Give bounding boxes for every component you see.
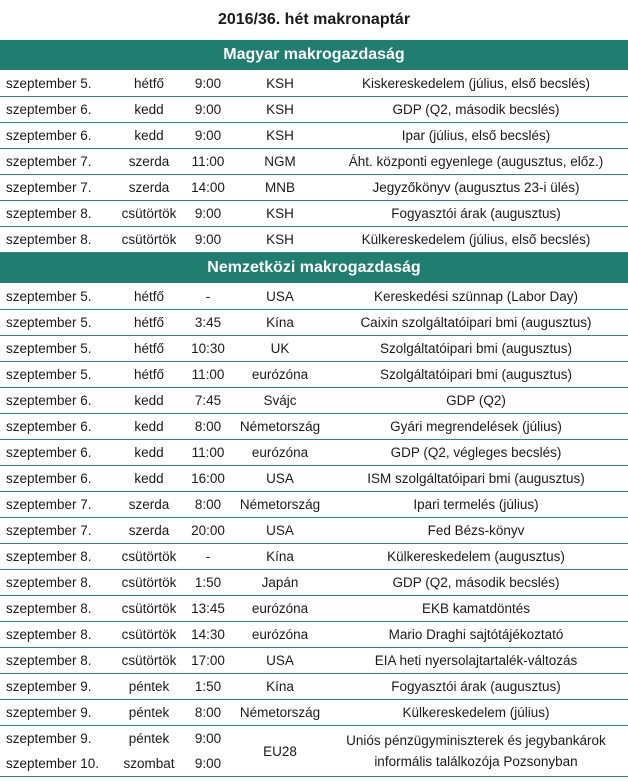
time-cell: 9:00 [180, 71, 236, 97]
date-cell: szeptember 6. [0, 414, 118, 440]
event-cell: Szolgáltatóipari bmi (augusztus) [324, 362, 628, 388]
date-cell: szeptember 6. [0, 123, 118, 149]
event-cell: Fed Bézs-könyv [324, 518, 628, 544]
source-cell: Németország [236, 700, 324, 726]
table-row [0, 466, 628, 492]
time-cell: 8:00 [180, 492, 236, 518]
source-cell: KSH [236, 227, 324, 253]
time-cell: 11:00 [180, 362, 236, 388]
table-row [0, 570, 628, 596]
source-cell: eurózóna [236, 362, 324, 388]
date-cell: szeptember 7. [0, 175, 118, 201]
day-cell: szerda [118, 175, 180, 201]
event-cell: Ipar (július, első becslés) [324, 123, 628, 149]
event-cell: Szolgáltatóipari bmi (augusztus) [324, 336, 628, 362]
event-cell: Fogyasztói árak (augusztus) [324, 674, 628, 700]
day-cell: hétfő [118, 284, 180, 310]
table-row [0, 123, 628, 149]
table-row [0, 97, 628, 123]
day-cell: hétfő [118, 336, 180, 362]
date-cell: szeptember 6. [0, 97, 118, 123]
day-cell: csütörtök [118, 570, 180, 596]
table-row [0, 71, 628, 97]
date-cell: szeptember 6. [0, 440, 118, 466]
source-cell: Kína [236, 674, 324, 700]
source-cell: USA [236, 466, 324, 492]
date-cell: szeptember 8. [0, 622, 118, 648]
source-cell: NGM [236, 149, 324, 175]
date-cell: szeptember 8. [0, 570, 118, 596]
date-cell: szeptember 5. [0, 71, 118, 97]
source-cell: Svájc [236, 388, 324, 414]
day-cell: szerda [118, 518, 180, 544]
table-row [0, 362, 628, 388]
day-cell: péntek [118, 700, 180, 726]
event-cell: Kiskereskedelem (július, első becslés) [324, 71, 628, 97]
day-cell: csütörtök [118, 596, 180, 622]
day-cell: szerda [118, 492, 180, 518]
time-cell: 8:00 [180, 700, 236, 726]
date-cell: szeptember 8. [0, 596, 118, 622]
date-cell: szeptember 8. [0, 544, 118, 570]
table-row [0, 175, 628, 201]
day-cell: kedd [118, 466, 180, 492]
event-cell: Külkereskedelem (július, első becslés) [324, 227, 628, 253]
event-cell: ISM szolgáltatóipari bmi (augusztus) [324, 466, 628, 492]
day-cell: kedd [118, 123, 180, 149]
event-cell: Kereskedési szünnap (Labor Day) [324, 284, 628, 310]
calendar-table [0, 71, 628, 253]
table-row [0, 310, 628, 336]
day-cell: péntek [128, 731, 170, 746]
time-cell: - [180, 284, 236, 310]
table-row [0, 518, 628, 544]
day-cell: kedd [118, 388, 180, 414]
time-cell: 11:00 [180, 149, 236, 175]
day-cell: szombat [118, 751, 180, 777]
time-cell: 1:50 [180, 570, 236, 596]
day-cell: kedd [118, 97, 180, 123]
event-cell: Ipari termelés (július) [324, 492, 628, 518]
table-row [0, 674, 628, 700]
source-cell: KSH [236, 71, 324, 97]
day-cell: szerda [118, 149, 180, 175]
date-cell: szeptember 10. [0, 751, 118, 777]
time-cell: 3:45 [180, 310, 236, 336]
table-row [0, 284, 628, 310]
event-cell: Áht. központi egyenlege (augusztus, előz.) [324, 149, 628, 175]
time-cell: - [180, 544, 236, 570]
day-cell: csütörtök [118, 544, 180, 570]
section-heading: Nemzetközi makrogazdaság [0, 253, 628, 284]
time-cell: 11:00 [180, 440, 236, 466]
time-cell: 9:00 [180, 227, 236, 253]
time-cell: 9:00 [180, 201, 236, 227]
source-cell: USA [236, 648, 324, 674]
date-cell: szeptember 8. [0, 201, 118, 227]
time-cell: 8:00 [180, 414, 236, 440]
day-cell: hétfő [118, 310, 180, 336]
source-cell: Németország [236, 414, 324, 440]
table-row [0, 440, 628, 466]
table-row [0, 336, 628, 362]
day-cell: csütörtök [118, 227, 180, 253]
source-cell: KSH [236, 97, 324, 123]
source-cell: UK [236, 336, 324, 362]
time-cell: 10:30 [180, 336, 236, 362]
event-cell: Fogyasztói árak (augusztus) [324, 201, 628, 227]
date-cell: szeptember 5. [0, 336, 118, 362]
day-cell: hétfő [118, 362, 180, 388]
time-cell: 7:45 [180, 388, 236, 414]
event-cell: Jegyzőkönyv (augusztus 23-i ülés) [324, 175, 628, 201]
source-cell: Kína [236, 544, 324, 570]
table-row [0, 149, 628, 175]
table-row [0, 726, 628, 752]
table-row [0, 544, 628, 570]
source-cell: eurózóna [236, 596, 324, 622]
date-cell: szeptember 7. [0, 149, 118, 175]
day-cell: hétfő [118, 71, 180, 97]
date-cell: szeptember 5. [0, 310, 118, 336]
event-cell: Caixin szolgáltatóipari bmi (augusztus) [324, 310, 628, 336]
source-cell: EU28 [236, 726, 324, 777]
source-cell: eurózóna [236, 440, 324, 466]
page-title: 2016/36. hét makronaptár [217, 11, 411, 28]
source-cell: USA [236, 518, 324, 544]
date-cell: szeptember 7. [0, 492, 118, 518]
source-cell: eurózóna [236, 622, 324, 648]
date-cell: szeptember 9. [6, 731, 92, 746]
event-cell: Uniós pénzügyminiszterek és jegybankárok informális találkozója Pozsonyban [324, 726, 628, 777]
time-cell: 9:00 [194, 731, 222, 746]
event-cell: EKB kamatdöntés [324, 596, 628, 622]
table-row [0, 700, 628, 726]
event-cell: Gyári megrendelések (július) [324, 414, 628, 440]
date-cell: szeptember 9. [0, 700, 118, 726]
source-cell: MNB [236, 175, 324, 201]
time-cell: 9:00 [180, 97, 236, 123]
date-cell: szeptember 9. [0, 674, 118, 700]
event-cell: GDP (Q2) [324, 388, 628, 414]
table-row [0, 492, 628, 518]
table-row [0, 414, 628, 440]
table-row [0, 201, 628, 227]
time-cell: 1:50 [180, 674, 236, 700]
date-cell: szeptember 6. [0, 466, 118, 492]
date-cell: szeptember 5. [0, 362, 118, 388]
source-cell: Kína [236, 310, 324, 336]
date-cell: szeptember 8. [0, 227, 118, 253]
date-cell: szeptember 7. [0, 518, 118, 544]
table-row [0, 622, 628, 648]
calendar-content [0, 40, 628, 777]
event-cell: Külkereskedelem (augusztus) [324, 544, 628, 570]
time-cell: 20:00 [180, 518, 236, 544]
table-row [0, 648, 628, 674]
source-cell: Németország [236, 492, 324, 518]
calendar-table [0, 284, 628, 777]
time-cell: 13:45 [180, 596, 236, 622]
date-cell: szeptember 5. [0, 284, 118, 310]
date-cell: szeptember 8. [0, 648, 118, 674]
source-cell: KSH [236, 123, 324, 149]
time-cell: 16:00 [180, 466, 236, 492]
event-cell: EIA heti nyersolajtartalék-változás [324, 648, 628, 674]
table-row [0, 227, 628, 253]
event-cell: GDP (Q2, második becslés) [324, 570, 628, 596]
event-cell: GDP (Q2, végleges becslés) [324, 440, 628, 466]
day-cell: kedd [118, 440, 180, 466]
table-row [0, 596, 628, 622]
time-cell: 17:00 [180, 648, 236, 674]
event-cell: GDP (Q2, második becslés) [324, 97, 628, 123]
day-cell: kedd [118, 414, 180, 440]
source-cell: Japán [236, 570, 324, 596]
day-cell: csütörtök [118, 622, 180, 648]
source-cell: USA [236, 284, 324, 310]
event-cell: Külkereskedelem (július) [324, 700, 628, 726]
time-cell: 9:00 [180, 123, 236, 149]
event-cell: Mario Draghi sajtótájékoztató [324, 622, 628, 648]
time-cell: 14:00 [180, 175, 236, 201]
time-cell: 9:00 [180, 751, 236, 777]
section-heading: Magyar makrogazdaság [0, 40, 628, 71]
day-cell: csütörtök [118, 201, 180, 227]
day-cell: csütörtök [118, 648, 180, 674]
date-cell: szeptember 6. [0, 388, 118, 414]
table-row [0, 388, 628, 414]
source-cell: KSH [236, 201, 324, 227]
day-cell: péntek [118, 674, 180, 700]
time-cell: 14:30 [180, 622, 236, 648]
